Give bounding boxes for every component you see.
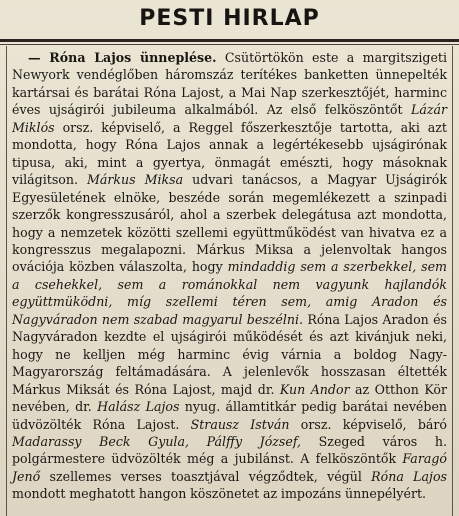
article-text: udvari tanácsos, a Magyar Ujságirók Egyesületének elnöke, beszéde során megemlékezett a szinpadi szerzők kongresszusáról, ahol a szerbek delegátusa azt mondotta, hogy a nemzetek közötti szellemi együttműködést van hivatva ez a kongresszus megalapozni. Márkus Miksa a jelenvoltak hangos ovációja közben válaszolta, hogy — [12, 172, 447, 275]
article-text: mondott meghatott hangon köszönetet az impozáns ünnepélyért. — [12, 486, 427, 502]
article-text: nyug. államtitkár pedig barátai nevében üdvözölték Róna Lajost. — [12, 399, 448, 432]
masthead-rule-thin — [0, 44, 459, 45]
article-emphasis: Madarassy Beck Gyula, Pálffy József, — [12, 433, 302, 449]
article-lead: — Róna Lajos ünneplése. — [28, 50, 217, 65]
article-text: Róna Lajos Aradon és Nagyváradon kezdte el ujságirói működését és azt kivánjuk neki, hogy ne kelljen még harminc évig várnia a boldog Nagy-Magyarország feltámadására. A jelenlevők hosszasan éltették Márkus Miksát és Róna Lajost, majd dr. — [12, 311, 447, 397]
column-rule-right — [452, 46, 453, 516]
article-emphasis: mindaddig sem a szerbekkel, sem a csehekkel, sem a románokkal nem vagyunk hajlandók együttmüködni, míg szellemi téren sem, amig Aradon és Nagyváradon nem szabad magyarul beszélni. — [12, 259, 447, 327]
article-emphasis: Faragó Jenő — [12, 451, 447, 484]
article-body — [12, 50, 447, 501]
masthead-title: PESTI HIRLAP — [139, 6, 320, 31]
article-text: Csütörtökön este a margitszigeti Newyork vendéglőben háromszáz terítékes banketten ünnepelték kartársai és barátai Róna Lajost, a Mai Nap szerkesztőjét, harminc éves ujságirói jubileuma alkalmából. Az első felköszöntőt — [12, 50, 447, 118]
article-emphasis: Kun Andor — [279, 381, 350, 397]
article-emphasis: Halász Lajos — [97, 399, 180, 415]
article-emphasis: Róna Lajos — [371, 468, 447, 484]
article-text: szellemes verses toasztjával végződtek, végül — [40, 468, 372, 484]
article-text: az Otthon Kör nevében, dr. — [12, 381, 447, 415]
article-text: Szeged város h. polgármestere üdvözölték még a jubilánst. A felköszöntők — [12, 433, 447, 467]
article-emphasis: Strausz István — [190, 416, 290, 432]
masthead-rule-thick — [0, 39, 459, 42]
article-paragraph — [12, 49, 447, 503]
article-emphasis: Lázár Miklós — [12, 102, 447, 135]
article — [12, 49, 447, 503]
column-rule-left — [6, 46, 7, 516]
article-text: orsz. képviselő, a Reggel főszerkesztője tartotta, aki azt mondotta, hogy Róna Lajos annak a legértékesebb ujságirónak tipusa, aki, mint a gyertya, önmagát emészti, hogy másoknak világitson. — [12, 119, 447, 188]
article-emphasis: Márkus Miksa — [86, 172, 184, 188]
article-text: orsz. képviselő, báró — [289, 416, 447, 432]
